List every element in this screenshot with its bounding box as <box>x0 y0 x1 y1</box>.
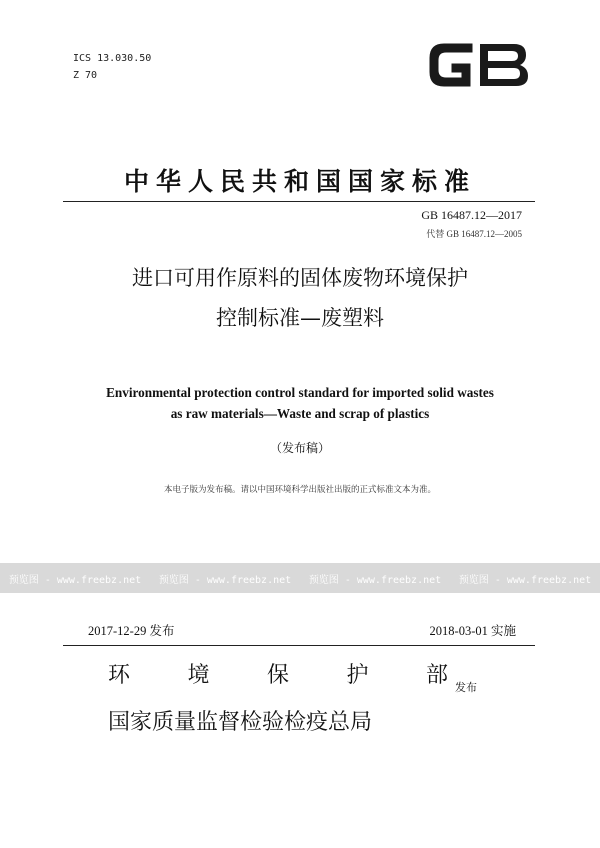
watermark-text: 预览图 - www.freebz.net <box>158 574 292 586</box>
watermark-text: 预览图 - www.freebz.net <box>8 574 142 586</box>
standard-type-title: 中华人民共和国国家标准 <box>123 167 476 196</box>
issuer-char: 部 <box>425 663 448 688</box>
replaced-standard-code: 代替 GB 16487.12—2005 <box>426 229 522 239</box>
issuer-secondary: 国家质量监督检验检疫总局 <box>108 710 373 735</box>
issuer-char: 环 <box>108 663 131 688</box>
draft-label: （发布稿） <box>269 441 330 455</box>
watermark-band <box>0 563 600 593</box>
ics-code: ICS 13.030.50 <box>73 53 152 64</box>
issuer-char: 保 <box>266 663 289 688</box>
publish-label: 发布 <box>455 681 477 694</box>
issuer-char: 护 <box>346 663 369 688</box>
bottom-divider <box>63 645 535 646</box>
watermark-text: 预览图 - www.freebz.net <box>458 574 592 586</box>
edition-note: 本电子版为发布稿。请以中国环境科学出版社出版的正式标准文本为准。 <box>163 485 436 495</box>
title-cn-line1: 进口可用作原料的固体废物环境保护 <box>132 266 468 290</box>
title-en-line2: as raw materials—Waste and scrap of plastics <box>170 406 430 421</box>
standard-code: GB 16487.12—2017 <box>421 208 522 222</box>
effective-date: 2018-03-01 实施 <box>429 624 516 638</box>
gb-logo <box>422 36 534 94</box>
watermark-text: 预览图 - www.freebz.net <box>308 574 442 586</box>
ccs-code: Z 70 <box>73 70 98 81</box>
title-cn-line2: 控制标准—废塑料 <box>216 306 384 330</box>
title-en-line1: Environmental protection control standard for imported solid wastes <box>106 385 494 400</box>
issuer-char: 境 <box>187 663 210 688</box>
top-divider <box>63 201 535 202</box>
publish-date: 2017-12-29 发布 <box>88 624 175 638</box>
